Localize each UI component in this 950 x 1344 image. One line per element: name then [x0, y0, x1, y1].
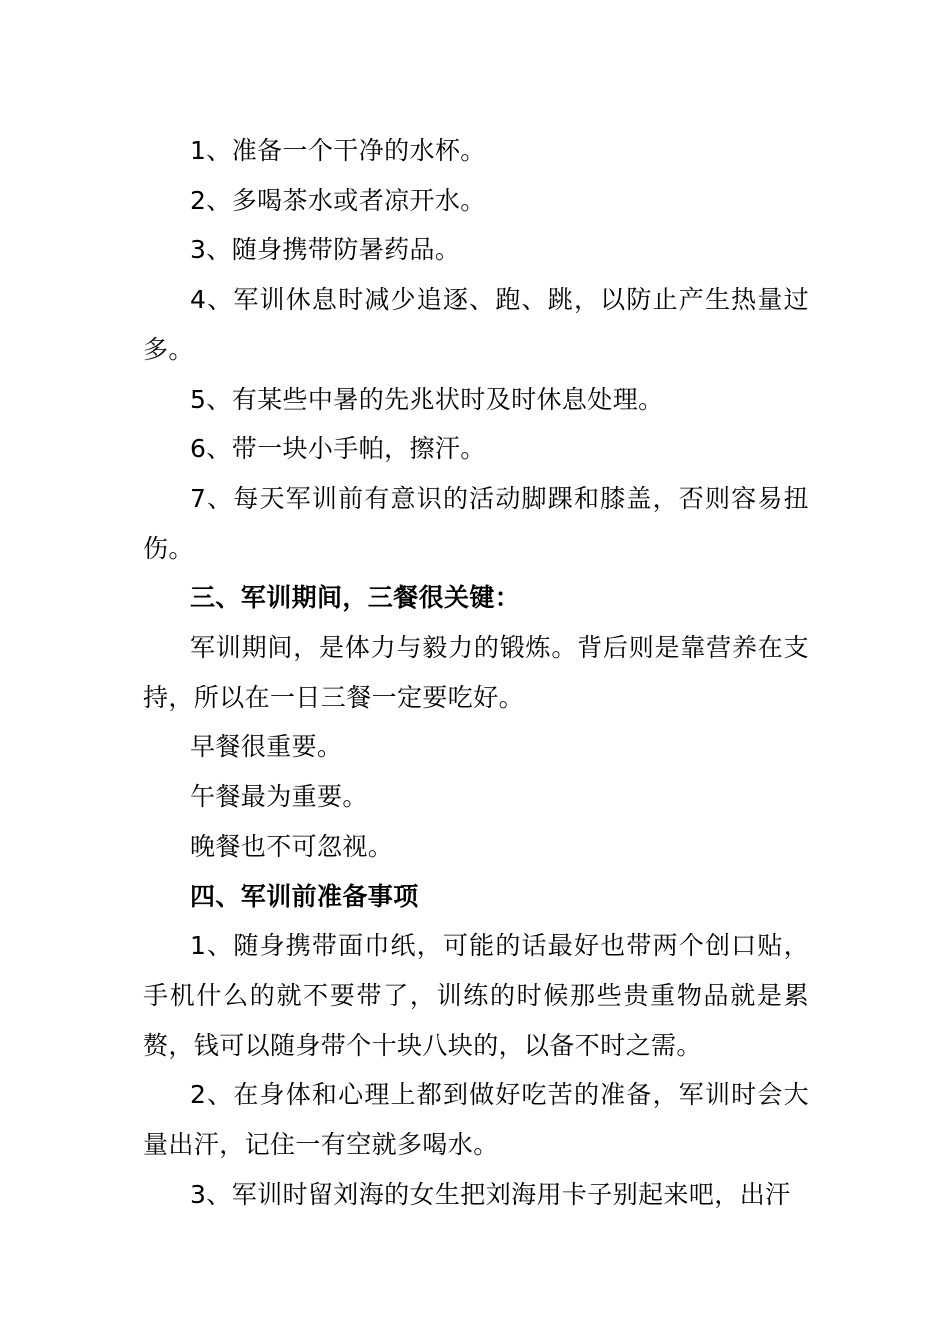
paragraph-lunch: 午餐最为重要。: [190, 782, 368, 812]
list-item-medicine: 3、随身携带防暑药品。: [190, 235, 461, 265]
list-item-handkerchief: 6、带一块小手帕，擦汗。: [190, 434, 486, 464]
list-item-cup: 1、准备一个干净的水杯。: [190, 136, 486, 165]
document-body: [143, 126, 809, 1219]
list-item-reduce-running: 4、军训休息时减少追逐、跑、跳，以防止产生热量过多。: [143, 285, 809, 364]
list-item-mental-prep: 2、在身体和心理上都到做好吃苦的准备，军训时会大量出汗，记住一有空就多喝水。: [143, 1080, 809, 1160]
paragraph-breakfast: 早餐很重要。: [190, 732, 343, 762]
list-item-bangs: 3、军训时留刘海的女生把刘海用卡子别起来吧，出汗: [190, 1179, 791, 1209]
paragraph-dinner: 晚餐也不可忽视。: [190, 831, 394, 861]
list-item-tissues: 1、随身携带面巾纸，可能的话最好也带两个创口贴，手机什么的就不要带了，训练的时候那些贵重物品就是累赘，钱可以随身带个十块八块的，以备不时之需。: [143, 931, 809, 1060]
list-item-warm-up: 7、每天军训前有意识的活动脚踝和膝盖，否则容易扭伤。: [143, 483, 809, 563]
section-heading-meals: 三、军训期间，三餐很关键：: [190, 583, 521, 613]
list-item-heatstroke-signs: 5、有某些中暑的先兆状时及时休息处理。: [190, 384, 664, 414]
list-item-drink-water: 2、多喝茶水或者凉开水。: [190, 185, 486, 215]
section-heading-preparation: 四、军训前准备事项: [190, 881, 419, 911]
paragraph-meals-intro: 军训期间，是体力与毅力的锻炼。背后则是靠营养在支持，所以在一日三餐一定要吃好。: [143, 633, 809, 712]
